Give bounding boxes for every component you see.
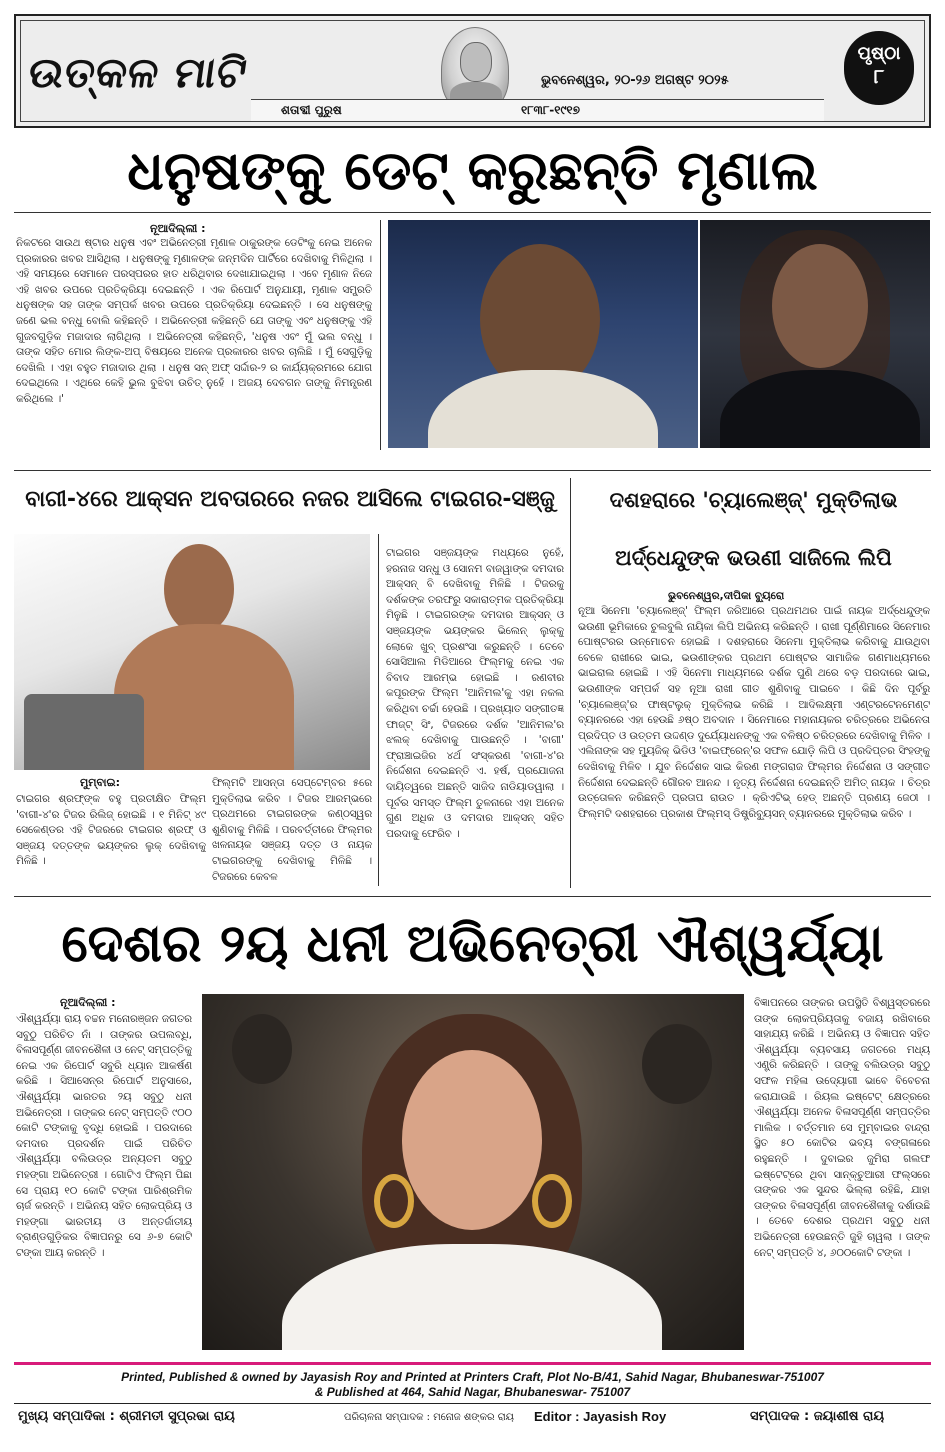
page-number-badge — [844, 31, 914, 105]
photo-figure — [164, 544, 234, 634]
story2-col1: ଟାଇଗର ଶ୍ରଫ୍‌ଙ୍କ ବହୁ ପ୍ରତୀକ୍ଷିତ ଫିଲ୍ମ 'ବାଗୀ-୪'ର ଟିଜର ରିଲିଜ୍ ହୋଇଛି । ୧ ମିନିଟ୍ ୪୯ ସେକେଣ୍ଡର ଏହି ଟିଜରରେ ଟାଇଗର ଶ୍ରଫ୍ ଓ ସଞ୍ଜୟ ଦତ୍ତଙ୍କ ଭୟଙ୍କର ଲୁକ୍ ଦେଖିବାକୁ ମିଳିଛି । — [16, 793, 206, 868]
masthead-frame — [20, 20, 925, 122]
story4-col1: ଐଶ୍ୱର୍ଯ୍ୟା ରାୟ ବଚ୍ଚନ ମନୋରଞ୍ଜନ ଜଗତର ସବୁଠୁ ପରିଚିତ ନାଁ । ତାଙ୍କର ଉପଲବ୍ଧି, ବିଳାସପୂର୍ଣ୍ଣ ଜୀବନଶୈଳୀ ଓ ନେଟ୍ ସମ୍ପତ୍ତିକୁ ନେଇ ଏକ ରିପୋର୍ଟ ସବୁରି ଧ୍ୟାନ ଆକର୍ଷଣ କରିଛି । ସିଆସେନ୍‌ର ରିପୋର୍ଟ ଅନୁସାରେ, ଐଶ୍ୱର୍ଯ୍ୟା ଭାରତର ୨ୟ ସବୁଠୁ ଧନୀ ଅଭିନେତ୍ରୀ । ତାଙ୍କର ନେଟ୍ ସମ୍ପତ୍ତି ୯୦୦ କୋଟି ଟଙ୍କାକୁ ବୃଦ୍ଧି ହୋଇଛି । ପରଦାରେ ଦମଦାର ପ୍ରଦର୍ଶନ ପାଇଁ ପରିଚିତ ଐଶ୍ୱର୍ଯ୍ୟା ବଲିଉଡ୍‌ର ଅନ୍ୟତମ ସବୁଠୁ ମହଙ୍ଗା ଅଭିନେତ୍ରୀ । ଗୋଟିଏ ଫିଲ୍ମ ପିଛା ସେ ପ୍ରାୟ ୧୦ କୋଟି ଟଙ୍କା ପାରିଶ୍ରମିକ ଚାର୍ଜ କରନ୍ତି । ଅଭିନୟ ସହିତ ଲୋକପ୍ରିୟ ଓ ମହଙ୍ଗା ଭାରତୀୟ ଓ ଅନ୍ତର୍ଜାତୀୟ ବ୍ରାଣ୍ଡଗୁଡ଼ିକର ବିଜ୍ଞାପନରୁ ସେ ୬-୭ କୋଟି ଟଙ୍କା ଆୟ କରନ୍ତି । — [16, 1013, 192, 1259]
photo-figure-body — [428, 370, 658, 448]
divider — [14, 470, 931, 471]
portrait-caption: ଶତାବ୍ଦୀ ପୁରୁଷ — [281, 103, 342, 117]
footer-accent-rule — [14, 1362, 931, 1365]
masthead — [14, 14, 931, 128]
tiger-photo — [14, 534, 370, 770]
chief-editor: ମୁଖ୍ୟ ସମ୍ପାଦିକା : ଶ୍ରୀମତୀ ସୁପ୍ରଭା ରାୟ — [18, 1409, 235, 1424]
story3-body: ନୂଆ ସିନେମା 'ଚ୍ୟାଲେଞ୍ଜ୍' ଫିଲ୍ମ ଜରିଆରେ ପ୍ରଥମଥର ପାଇଁ ନାୟକ ଅର୍ଦ୍ଧେନ୍ଦୁଙ୍କ ଭଉଣୀ ଭୂମିକାରେ ଚୁଲବୁଲି ନାୟିକା ଲିପି ଅଭିନୟ କରିଛନ୍ତି । ରାଖୀ ପୂର୍ଣ୍ଣିମାରେ ସିନେମାର ପୋଷ୍ଟରର ଉନ୍ମୋଚନ ହୋଇଛି । ଦଶହରାରେ ସିନେମା ମୁକ୍ତିଲାଭ କରିବାକୁ ଯାଉଥିବା ବେଳେ ରାଖୀରେ ଭାଇ, ଭଉଣୀଙ୍କର ପ୍ରଥମ ପୋଷ୍ଟର ସାମାଜିକ ଗଣମାଧ୍ୟମରେ ଭାଇରାଲ ହୋଇଛି । ଏହି ସିନେମା ମାଧ୍ୟମରେ ଦର୍ଶକ ପୁଣି ଥରେ ବଡ଼ ପରଦାରେ ଭାଇ, ଭଉଣୀଙ୍କ ସମ୍ପର୍କ ସହ ନୂଆ ରାଖୀ ଗୀତ ଶୁଣିବାକୁ ପାଇବେ । କିଛି ଦିନ ପୂର୍ବରୁ 'ଚ୍ୟାଲେଞ୍ଜ୍'ର ଫାଷ୍ଟଲୁକ୍ ମୁକ୍ତିଲାଭ କରିଛି । ଆଦିଲକ୍ଷ୍ମୀ ଏଣ୍ଟରଟେନମେଣ୍ଟ ବ୍ୟାନରରେ ଏହା ହେଉଛି ୬ଷ୍ଠ ଅବଦାନ । ସିନେମାରେ ମହାନାୟକର ଚରିତ୍ରରେ ଅଭିନେତା ପ୍ରଦିପ୍ତ ଓ ଉତ୍ତମ ଉଦ୍ଦଣ୍ଡ ଦୁର୍ଯ୍ୟୋଧନଙ୍କୁ ଏକ ବଳିଷ୍ଠ ଚରିତ୍ରରେ ଦେଖିବାକୁ ମିଳିବ । ଏଲିନାଙ୍କ ସହ ମ୍ୟୁଜିକ୍ ଭିଡିଓ 'ବାଇଫ୍ରେନ୍'ର ସଫଳ ଯୋଡ଼ି ଲିପି ଓ ପ୍ରଦିପ୍ତର ସିଂହଙ୍କୁ ଦେଖିବାକୁ ମିଳିବ । ଯୁବ ନିର୍ଦ୍ଦେଶକ ସାଇ କିରଣ ମଙ୍ଗରାଜ ଫିଲ୍ମର ନିର୍ଦ୍ଦେଶନା ଓ ସଙ୍ଗୀତ ନିର୍ଦ୍ଦେଶନା ଦେଇଛନ୍ତି ଗୌରବ ଆନନ୍ଦ । ନୃତ୍ୟ ନିର୍ଦ୍ଦେଶନା ଦେଇଛନ୍ତି ଅମିତ୍ ନାୟକ । ଚିତ୍ର ଉତ୍ତୋଳନ କରିଛନ୍ତି ପ୍ରତାପ ରାଉତ । କ୍ରିଏଟିଭ୍ ହେଡ୍ ଅଛନ୍ତି ପ୍ରଣୟ ଜେଠୀ । ଫିଲ୍ମଟି ଦଶହରାରେ ପ୍ରକାଶ ଫିଲ୍ମସ୍ ଡିଷ୍ଟ୍ରିବ୍ୟୁସନ୍ ବ୍ୟାନରରେ ମୁକ୍ତିଲାଭ କରିବ । — [578, 605, 930, 820]
newspaper-logo: ଉତ୍କଳ ମାଟି — [25, 48, 251, 97]
masthead-caption-bar — [251, 99, 824, 121]
column-rule — [570, 478, 571, 888]
portrait-face — [460, 42, 492, 82]
story1-headline: ଧନୁଷଙ୍କୁ ଡେଟ୍ କରୁଛନ୍ତି ମୃଣାଲ — [127, 139, 818, 202]
story4-col2: ବିଜ୍ଞାପନରେ ତାଙ୍କର ଉପସ୍ଥିତି ବିଶ୍ୱସ୍ତରରେ ତାଙ୍କ ଲୋକପ୍ରିୟତାକୁ ବଜାୟ ରଖିବାରେ ସାହାଯ୍ୟ କରିଛି । ଅଭିନୟ ଓ ବିଜ୍ଞାପନ ସହିତ ଐଶ୍ୱର୍ଯ୍ୟା ବ୍ୟବସାୟ ଜଗତରେ ମଧ୍ୟ ଏଣ୍ଟ୍ରି କରିଛନ୍ତି । ତାଙ୍କୁ ବଲିଉଡ୍‌ର ସବୁଠୁ ସଫଳ ମହିଳା ଉଦ୍ୟୋଗୀ ଭାବେ ବିବେଚନା କରାଯାଉଛି । ରିୟଲ ଇଷ୍ଟେଟ୍ କ୍ଷେତ୍ରରେ ଐଶ୍ୱର୍ଯ୍ୟା ଅନେକ ବିଳାସପୂର୍ଣ୍ଣ ସମ୍ପତ୍ତିର ମାଲିକ । ବର୍ତ୍ତମାନ ସେ ମୁମ୍ବାଇର ବାନ୍ଦ୍ରା ସ୍ଥିତ ୫୦ କୋଟିର ଭବ୍ୟ ବଙ୍ଗଳାରେ ରହୁଛନ୍ତି । ଦୁବାଇର ଜୁମିରା ଗଲଫ ଇଷ୍ଟେଟ୍‌ରେ ଥିବା ସାନ୍‌କ୍ଚୁଆରୀ ଫଲ୍ସରେ ତାଙ୍କର ଏକ ସୁନ୍ଦର ଭିଲ୍ଲା ରହିଛି, ଯାହା ତାଙ୍କର ବିଳାସପୂର୍ଣ୍ଣ ଜୀବନଶୈଳୀକୁ ଦର୍ଶାଉଛି । ତେବେ ଦେଶର ପ୍ରଥମ ସବୁଠୁ ଧନୀ ଅଭିନେତ୍ରୀ ହେଉଛନ୍ତି ଜୁହି ଚାୱଲା । ତାଙ୍କ ନେଟ୍ ସମ୍ପତ୍ତି ୪, ୬୦୦କୋଟି ଟଙ୍କା । — [754, 997, 930, 1259]
photo-figure-body — [282, 1244, 662, 1350]
print-line-1: Printed, Published & owned by Jayasish Roy and Printed at Printers Craft, Plot No-B/41, Sahid Nagar, Bhubaneswar-751007 — [121, 1370, 824, 1384]
photo-figure — [402, 1050, 542, 1230]
page-label: ପୃଷ୍ଠା — [857, 43, 901, 64]
story4-byline: ନୂଆଦିଲ୍ଲୀ : — [60, 996, 116, 1009]
story2-byline: ମୁମ୍ବାଇ: — [80, 776, 121, 789]
page-number: ୮ — [873, 64, 885, 88]
photo-background-figure — [642, 1024, 712, 1104]
story1-body: ନିକଟରେ ସାଉଥ ଷ୍ଟାର ଧନୁଷ ଏବଂ ଅଭିନେତ୍ରୀ ମୃଣାଳ ଠାକୁରଙ୍କ ଡେଟିଂକୁ ନେଇ ଅନେକ ପ୍ରକାରର ଖବର ଆସିଥିଲା । ଧନୁଷଙ୍କୁ ମୃଣାଳଙ୍କ ଜନ୍ମଦିନ ପାର୍ଟିରେ ଦେଖିବାକୁ ମିଳିଥିଲା । ଏହି ସମୟରେ ସେମାନେ ପରସ୍ପରର ହାତ ଧରିଥିବାର ଦେଖାଯାଇଥିଲା । ଏବେ ମୃଣାଳ ନିଜେ ଏହି ଖବର ଉପରେ ପ୍ରତିକ୍ରିୟା ଦେଇଛନ୍ତି । ଏକ ରିପୋର୍ଟ ଅନୁଯାୟୀ, ମୃଣାଳ ସମ୍ପ୍ରତି ଧନୁଷଙ୍କ ସହ ତାଙ୍କ ସମ୍ପର୍କ ଖବର ଉପରେ ପ୍ରତିକ୍ରିୟା ଦେଇଛନ୍ତି । ସେ ଧନୁଷଙ୍କୁ ଜଣେ ଭଲ ବନ୍ଧୁ ବୋଲି କହିଛନ୍ତି । ଅଭିନେତ୍ରୀ କହିଛନ୍ତି ଯେ ତାଙ୍କୁ ଏବଂ ଧନୁଷଙ୍କୁ ଏହି ଗୁଜବଗୁଡ଼ିକ ମଜାଦାର ଲାଗିଥିଲା । ଅଭିନେତ୍ରୀ କହିଛନ୍ତି, 'ଧନୁଷ ଏବଂ ମୁଁ ଭଲ ବନ୍ଧୁ । ତାଙ୍କ ସହିତ ମୋର ଲିଙ୍କ-ଅପ୍ ବିଷୟରେ ଅନେକ ପ୍ରକାରର ଖବର ଚାଲିଛି । ମୁଁ ସେଗୁଡ଼ିକୁ ଦେଖିଲି । ଏହା ବହୁତ ମଜାଦାର ଥିଲା । ଧନୁଷ ସନ୍ ଅଫ୍ ସର୍ଦ୍ଦାର-୨ ର କାର୍ଯ୍ୟକ୍ରମରେ ଯୋଗ ଦେଇଥିଲେ । ଏଥିରେ କେହି ଭୁଲ ବୁଝିବା ଉଚିତ୍ ନୁହେଁ । ଅଜୟ ଦେବଗନ ତାଙ୍କୁ ନିମନ୍ତ୍ରଣ କରିଥିଲେ ।' — [16, 237, 372, 405]
story2-col2: ଫିଲ୍ମଟି ଆସନ୍ତା ସେପ୍ଟେମ୍ବର ୫ରେ ମୁକ୍ତିଲାଭ କରିବ । ଟିଜର ଆରମ୍ଭରେ ପ୍ରଥମରେ ଟାଇଗରଙ୍କ କଣ୍ଠସ୍ୱର ଶୁଣିବାକୁ ମିଳିଛି । ପରବର୍ତ୍ତୀରେ ଫିଲ୍ମର ଖଳନାୟକ ସଞ୍ଜୟ ଦତ୍ତ ଓ ନାୟକ ଟାଇଗରଙ୍କୁ ଦେଖିବାକୁ ମିଳିଛି । ଟିଜରରେ କେବଳ — [212, 777, 372, 883]
photo-earring — [374, 1174, 414, 1228]
editorial-credits — [14, 1403, 931, 1429]
print-line-2: & Published at 464, Sahid Nagar, Bhubaneswar- 751007 — [314, 1385, 631, 1399]
story2-col3: ଟାଇଗର ସଞ୍ଜୟଙ୍କ ମଧ୍ୟରେ ନୁହେଁ, ହରନାଜ ସନ୍ଧୁ ଓ ସୋନମ ବାଜୱାଙ୍କ ଦମଦାର ଆକ୍ସନ୍ ବି ଦେଖିବାକୁ ମିଳିଛି । ଟିଜରକୁ ଦର୍ଶକଙ୍କ ତରଫରୁ ସକାରାତ୍ମକ ପ୍ରତିକ୍ରିୟା ମିଳୁଛି । ଟାଇଗରଙ୍କ ଦମଦାର ଆକ୍ସନ୍ ଓ ସଞ୍ଜୟଙ୍କ ଭୟଙ୍କର ଭିଲେନ୍ ଲୁକ୍‌କୁ ଲୋକେ ଖୁବ୍ ପ୍ରଶଂସା କରୁଛନ୍ତି । ତେବେ ସୋସିଆଲ ମିଡିଆରେ ଫିଲ୍ମକୁ ନେଇ ଏକ ବିବାଦ ଆରମ୍ଭ ହୋଇଛି । ରଣବୀର କପୂରଙ୍କ ଫିଲ୍ମ 'ଆନିମଲ'କୁ ଏହା ନକଲ କରିଥିବା ଚର୍ଚ୍ଚା ହେଉଛି । ପ୍ରଖ୍ୟାତ ସଙ୍ଗୀତଜ୍ଞ ଫାଜ୍‌ଟ୍ ସିଂ, ଟିଜରରେ ଦର୍ଶକ 'ଆନିମଲ'ର ଝଲକ୍ ଦେଖିବାକୁ ପାଉଛନ୍ତି । 'ବାଗୀ' ଫ୍ରାଞ୍ଚାଇଜିର ୪ର୍ଥ ସଂସ୍କରଣ 'ବାଗୀ-୪'ର ନିର୍ଦ୍ଦେଶନା ଦେଇଛନ୍ତି ଏ. ହର୍ଷ, ପ୍ରଯୋଜନା ଦାୟିତ୍ୱରେ ଅଛନ୍ତି ସାଜିଦ ନାଡିୟାଡୱାଲା । ପୂର୍ବର ସମସ୍ତ ଫିଲ୍ମ ତୁଳନାରେ ଏହା ଅନେକ ଗୁଣ ଅଧିକ ଓ ଦମଦାର ଆକ୍ସନ୍ ସହିତ ପରଦାକୁ ଫେରିବ । — [386, 547, 564, 840]
editor-english: Editor : Jayasish Roy — [534, 1409, 667, 1424]
dateline: ଭୁବନେଶ୍ୱର, ୨୦-୨୬ ଅଗଷ୍ଟ ୨୦୨୫ — [541, 73, 729, 88]
story1-byline: ନୂଆଦିଲ୍ଲୀ : — [150, 222, 206, 235]
divider — [14, 896, 931, 897]
editor-odia: ସମ୍ପାଦକ : ଜୟାଶୀଷ ରାୟ — [750, 1409, 885, 1424]
photo-background-figure — [232, 1014, 292, 1084]
story3-byline: ଭୁବନେଶ୍ୱର,ଦୀପିକା ବ୍ୟୁରୋ — [668, 590, 785, 602]
portrait-years: ୧୮୩୮-୧୯୧୭ — [521, 103, 581, 117]
column-rule — [378, 534, 379, 886]
story3-headline-line2: ଅର୍ଦ୍ଧେନ୍ଦୁଙ୍କ ଭଉଣୀ ସାଜିଲେ ଲିପି — [615, 546, 892, 570]
managing-editor: ପରିଚାଳନା ସମ୍ପାଦକ : ମନୋଜ ଶଙ୍କର ରାୟ — [344, 1412, 514, 1423]
story3-headline-line1: ଦଶହରାରେ 'ଚ୍ୟାଲେଞ୍ଜ୍' ମୁକ୍ତିଲାଭ — [609, 488, 898, 512]
story4-headline: ଦେଶର ୨ୟ ଧନୀ ଅଭିନେତ୍ରୀ ଐଶ୍ୱର୍ଯ୍ୟା — [61, 914, 884, 974]
photo-prop — [24, 694, 144, 770]
photo-earring — [532, 1174, 572, 1228]
divider — [14, 212, 931, 213]
aishwarya-photo — [202, 994, 744, 1350]
column-rule — [380, 220, 381, 450]
dhanush-photo — [388, 220, 698, 448]
mrunal-photo — [700, 220, 930, 448]
story2-headline: ବାଗୀ-୪ରେ ଆକ୍ସନ ଅବତାରରେ ନଜର ଆସିଲେ ଟାଇଗର-ସଞ୍ଜୁ — [25, 487, 555, 512]
